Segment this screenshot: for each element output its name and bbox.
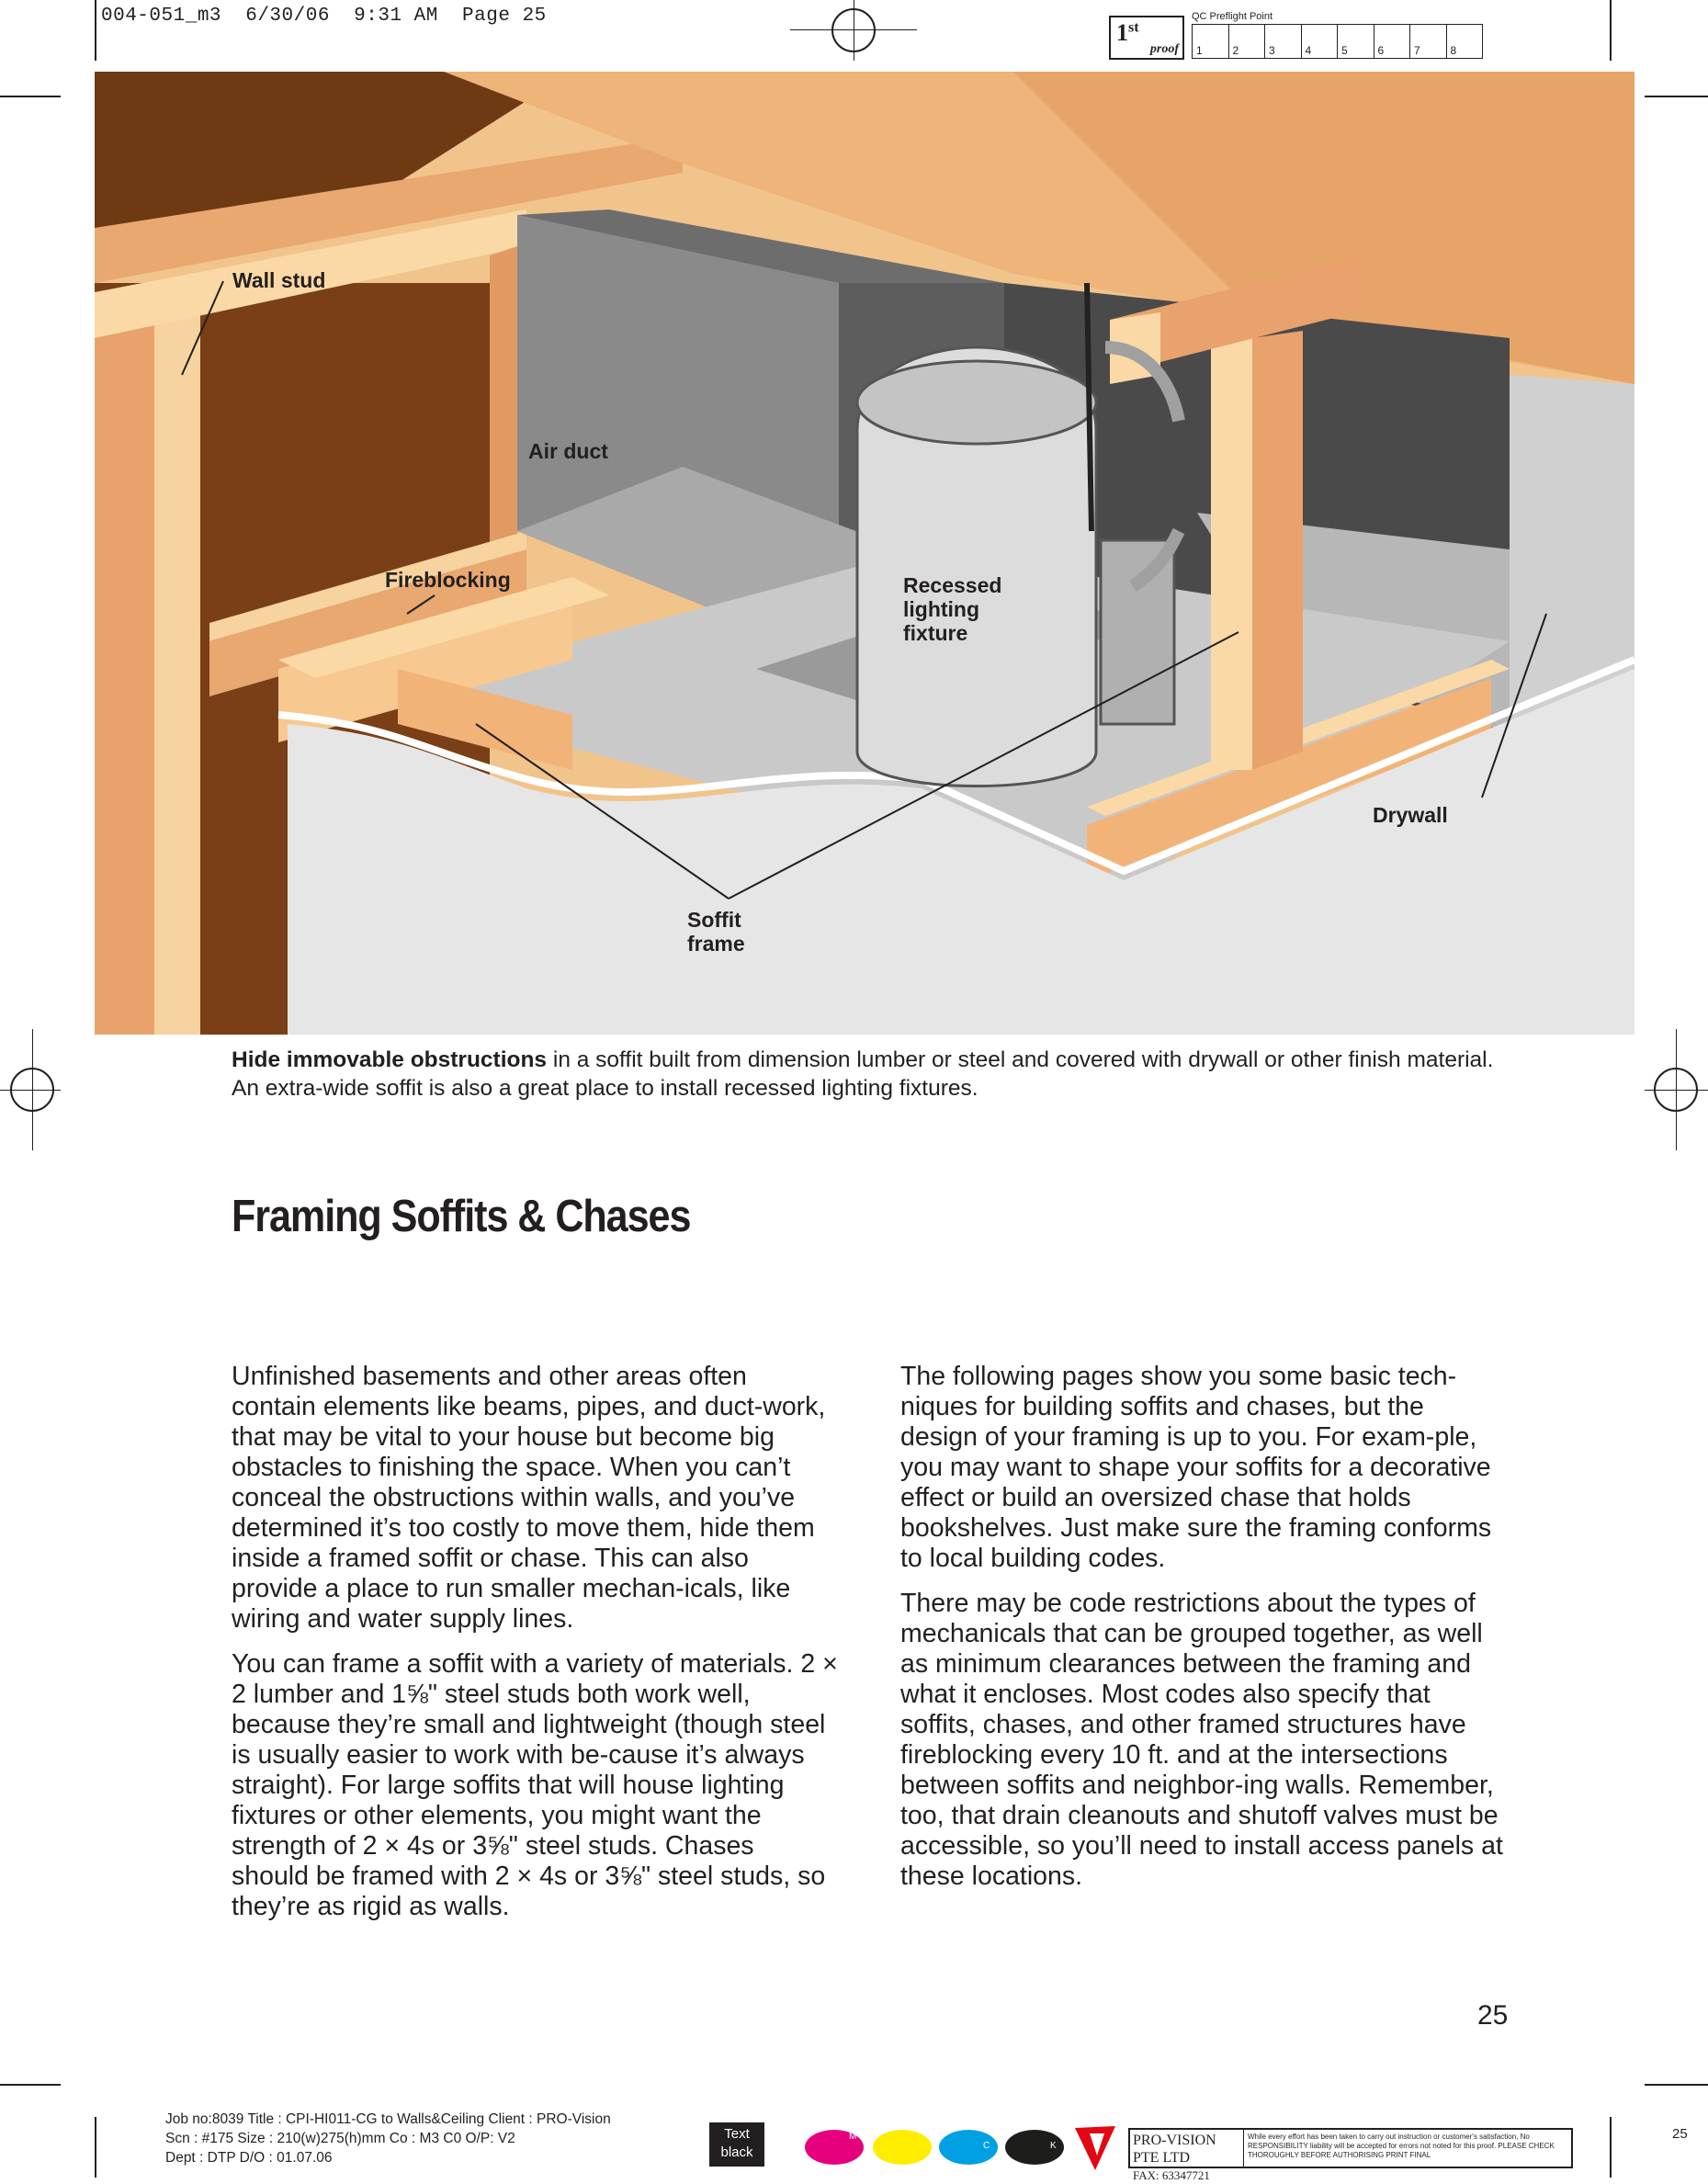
proof-badge bbox=[1109, 16, 1184, 60]
qc-cell: 1 bbox=[1193, 25, 1229, 58]
soffit-stud bbox=[1211, 338, 1252, 770]
proof-number: 1 bbox=[1116, 19, 1128, 46]
yellow-swatch bbox=[873, 2130, 932, 2165]
crop-mark bbox=[1645, 96, 1708, 97]
provision-logo-icon bbox=[1073, 2124, 1117, 2172]
paragraph: Unfinished basements and other areas often contain elements like beams, pipes, and duct-work, that may be vital to your house but become big obstacles to finishing the space. When you can’t conceal the obstructions within walls, and you’ve determined it’s too costly to move them, hide them inside a framed soffit or chase. This can also provide a place to run smaller mechan-icals, like wiring and water supply lines. bbox=[232, 1362, 826, 1634]
provision-name: PRO-VISION PTE LTD bbox=[1133, 2133, 1216, 2166]
swatch-letter-k: K bbox=[1050, 2141, 1057, 2151]
label-wall-stud: Wall stud bbox=[232, 268, 326, 292]
registration-crosshair bbox=[0, 1090, 61, 1091]
qc-cell: 2 bbox=[1229, 25, 1266, 58]
qc-cell: 6 bbox=[1374, 25, 1411, 58]
drywall-right bbox=[1510, 375, 1634, 724]
job-line-1: Job no:8039 Title : CPI-HI011-CG to Walls&Ceiling Client : PRO-Vision bbox=[165, 2111, 611, 2127]
qc-cell: 3 bbox=[1265, 25, 1302, 58]
page-number: 25 bbox=[1477, 2000, 1509, 2031]
label-recessed-lighting: Recessed lighting fixture bbox=[903, 573, 1002, 645]
proof-word: proof bbox=[1149, 42, 1179, 56]
figure-caption bbox=[232, 1046, 1518, 1103]
paragraph: The following pages show you some basic tech-niques for building soffits and chases, but the design of your framing is up to you. For exam-ple, you may want to shape your soffits for a decorative effect or build an oversized chase that holds bookshelves. Just make sure the framing conforms to local building codes. bbox=[900, 1362, 1492, 1573]
job-line-3: Dept : DTP D/O : 01.07.06 bbox=[165, 2150, 333, 2166]
wall-stud bbox=[154, 292, 200, 1035]
qc-title: QC Preflight Point bbox=[1192, 11, 1273, 22]
qc-cell: 8 bbox=[1450, 44, 1457, 57]
side-page-number: 25 bbox=[1672, 2126, 1688, 2142]
qc-cell: 7 bbox=[1410, 25, 1447, 58]
crop-mark bbox=[0, 2084, 61, 2086]
provision-stamp bbox=[1128, 2128, 1573, 2182]
registration-crosshair bbox=[32, 1029, 33, 1150]
qc-cell: 5 bbox=[1338, 25, 1374, 58]
recessed-light-top bbox=[857, 361, 1096, 444]
crop-mark bbox=[1610, 2117, 1612, 2178]
paragraph: You can frame a soffit with a variety of materials. 2 × 2 lumber and 1⅝" steel studs both work well, because they’re small and lightweight (though steel is usually easier to work with be-cause it’s always straight). For large soffits that will house lighting fixtures or other elements, you might want the strength of 2 × 4s or 3⅝" steel studs. Chases should be framed with 2 × 4s or 3⅝" steel studs, so they’re as rigid as walls. bbox=[232, 1649, 838, 1921]
job-info bbox=[165, 2110, 611, 2167]
caption-text: in a soffit built from dimension lumber or steel and covered with drywall or other finish material. An extra-wide soffit is also a great place to install recessed lighting fixtures. bbox=[232, 1047, 1494, 1101]
label-fireblocking: Fireblocking bbox=[385, 568, 511, 592]
body-column-right bbox=[900, 1362, 1507, 1907]
crop-mark bbox=[95, 2117, 96, 2178]
crop-mark bbox=[1645, 2084, 1708, 2086]
wall-stud-shade bbox=[95, 318, 154, 1035]
provision-disclaimer: While every effort has been taken to carry out instruction or customer's satisfaction, No RESPONSIBILITY liability will be accepted for errors not noted for this proof. PLEASE CHECK THOROUGHLY BEFORE AUTHORISING PRINT FINAL bbox=[1248, 2133, 1555, 2159]
crop-mark bbox=[95, 0, 96, 61]
qc-cell: 4 bbox=[1302, 25, 1339, 58]
label-soffit-frame: Soffit frame bbox=[687, 908, 745, 956]
job-line-2: Scn : #175 Size : 210(w)275(h)mm Co : M3 C0 O/P: V2 bbox=[165, 2131, 515, 2146]
label-drywall: Drywall bbox=[1373, 803, 1448, 827]
label-air-duct: Air duct bbox=[528, 439, 608, 463]
provision-fax: FAX: 63347721 bbox=[1133, 2168, 1210, 2182]
body-column-left bbox=[232, 1362, 838, 1937]
provision-name-block bbox=[1130, 2130, 1244, 2182]
swatch-letter-c: C bbox=[983, 2141, 990, 2151]
swatch-letter-m: M bbox=[849, 2132, 857, 2142]
page-title: Framing Soffits & Chases bbox=[232, 1192, 691, 1241]
proof-suffix: st bbox=[1128, 19, 1139, 36]
caption-lead: Hide immovable obstructions bbox=[232, 1047, 548, 1072]
slug-line: 004-051_m3 6/30/06 9:31 AM Page 25 bbox=[101, 6, 547, 27]
soffit-stud-shade bbox=[1252, 331, 1303, 770]
registration-crosshair bbox=[1676, 1029, 1677, 1150]
paragraph: There may be code restrictions about the types of mechanicals that can be grouped together, as well as minimum clearances between the framing and what it encloses. Most codes also specify that soffits, chases, and other framed structures have fireblocking every 10 ft. and at the intersections between soffits and neighbor-ing walls. Remember, too, that drain cleanouts and shutoff valves must be accessible, so you’ll need to install access panels at these locations. bbox=[900, 1589, 1503, 1891]
qc-checkbox-grid bbox=[1192, 24, 1483, 59]
soffit-illustration bbox=[95, 72, 1634, 1035]
soffit-drawing bbox=[95, 72, 1634, 1035]
crop-mark bbox=[0, 96, 61, 97]
text-black-swatch: Text black bbox=[709, 2122, 764, 2167]
crop-mark bbox=[1610, 0, 1612, 61]
